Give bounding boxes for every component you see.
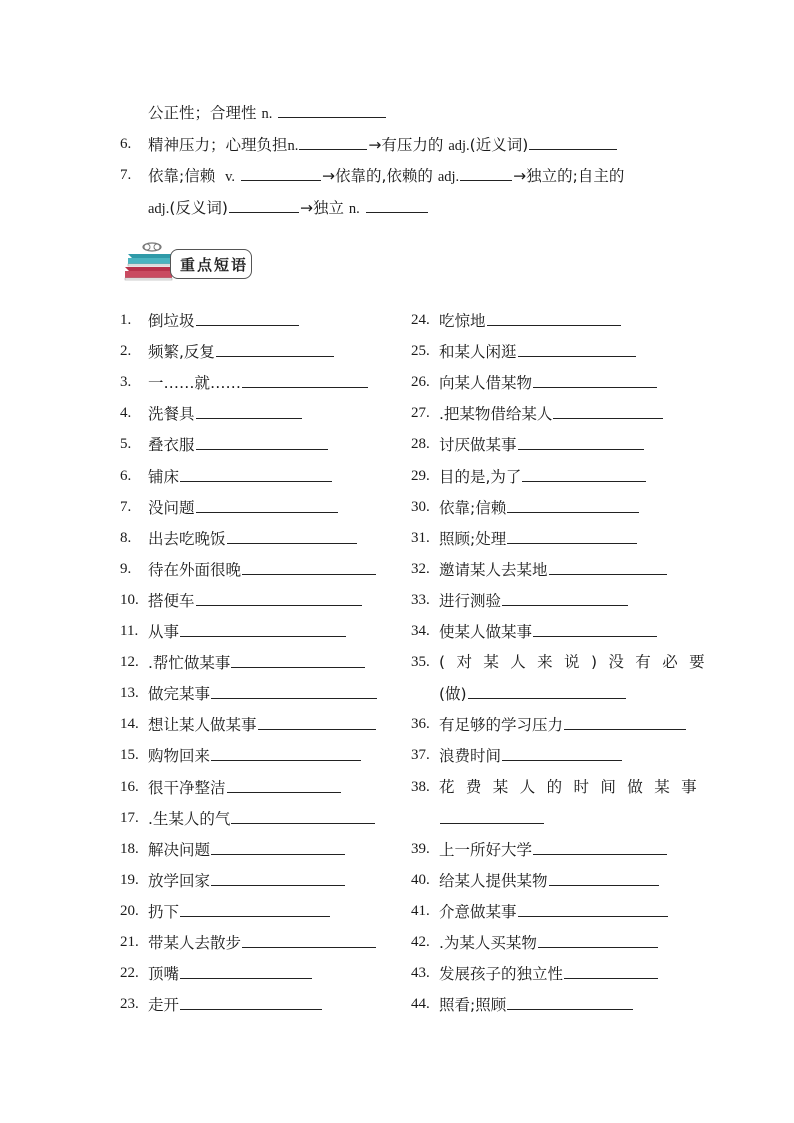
answer-blank[interactable]: [507, 994, 633, 1010]
phrase-number: 15.: [120, 747, 139, 764]
phrase-text: 很干净整洁: [148, 777, 342, 798]
phrase-number: 35.: [411, 654, 430, 671]
answer-blank[interactable]: [196, 497, 338, 513]
phrase-text: 走开: [148, 994, 323, 1015]
phrase-number: 16.: [120, 778, 139, 795]
answer-blank[interactable]: [529, 134, 617, 150]
phrase-number: 26.: [411, 374, 430, 391]
answer-blank[interactable]: [440, 808, 544, 824]
phrase-number: 38.: [411, 778, 430, 795]
phrase-number: 37.: [411, 747, 430, 764]
answer-blank[interactable]: [502, 745, 622, 761]
phrase-text: 吃惊地: [439, 310, 622, 331]
phrase-number: 24.: [411, 312, 430, 328]
phrase-number: 11.: [120, 623, 139, 639]
phrase-text: 使某人做某事: [439, 621, 658, 642]
answer-blank[interactable]: [227, 528, 357, 544]
phrase-text: 从事: [148, 621, 347, 642]
phrase-text: 向某人借某物: [439, 372, 658, 393]
phrase-row-continued: (做): [439, 683, 627, 703]
phrase-number: 20.: [120, 902, 139, 919]
answer-blank[interactable]: [227, 777, 341, 793]
phrase-number: 6.: [120, 467, 132, 484]
phrase-text: .为某人买某物: [439, 932, 659, 953]
answer-blank[interactable]: [231, 808, 375, 824]
phrase-text: 依靠;信赖: [439, 497, 640, 518]
phrase-row-continued: [439, 808, 545, 828]
answer-blank[interactable]: [211, 745, 361, 761]
answer-blank[interactable]: [211, 870, 345, 886]
phrase-number: 9.: [120, 560, 132, 577]
phrase-text: 铺床: [148, 466, 333, 487]
phrase-text: 想让某人做某事: [148, 714, 377, 735]
section-title: 重点短语: [180, 256, 249, 274]
phrase-number: 39.: [411, 840, 430, 857]
answer-blank[interactable]: [533, 621, 657, 637]
answer-blank[interactable]: [299, 134, 367, 150]
phrase-text: 放学回家: [148, 870, 346, 891]
answer-blank[interactable]: [549, 559, 667, 575]
answer-blank[interactable]: [196, 590, 362, 606]
phrase-number: 28.: [411, 436, 430, 453]
phrase-number: 42.: [411, 934, 430, 950]
phrase-number: 21.: [120, 934, 139, 950]
phrase-number: 8.: [120, 529, 132, 546]
phrase-number: 1.: [120, 312, 132, 328]
phrase-number: 30.: [411, 498, 430, 515]
answer-blank[interactable]: [564, 714, 686, 730]
phrase-number: 33.: [411, 591, 430, 608]
phrase-number: 10.: [120, 591, 139, 608]
answer-blank[interactable]: [538, 932, 658, 948]
answer-blank[interactable]: [366, 197, 428, 213]
answer-blank[interactable]: [180, 901, 330, 917]
answer-blank[interactable]: [522, 466, 646, 482]
answer-blank[interactable]: [242, 559, 376, 575]
vocab-line-7-cont: adj.(反义词) →独立 n.: [148, 197, 429, 217]
phrase-text: 有足够的学习压力: [439, 714, 687, 735]
phrase-number: 44.: [411, 996, 430, 1013]
phrase-number: 7.: [120, 498, 132, 515]
answer-blank[interactable]: [180, 963, 312, 979]
phrase-text: 顶嘴: [148, 963, 313, 984]
phrase-text: 邀请某人去某地: [439, 559, 668, 580]
answer-blank[interactable]: [211, 839, 345, 855]
answer-blank[interactable]: [533, 372, 657, 388]
answer-blank[interactable]: [196, 434, 328, 450]
answer-blank[interactable]: [231, 652, 365, 668]
answer-blank[interactable]: [468, 683, 626, 699]
answer-blank[interactable]: [533, 839, 667, 855]
section-banner: [122, 240, 254, 282]
phrase-text: 倒垃圾: [148, 310, 300, 331]
phrase-text: 购物回来: [148, 745, 362, 766]
answer-blank[interactable]: [549, 870, 659, 886]
phrase-number: 32.: [411, 560, 430, 577]
phrase-number: 31.: [411, 529, 430, 546]
phrase-text: 搭便车: [148, 590, 363, 611]
phrase-text: 带某人去散步: [148, 932, 377, 953]
vocab-line-5: 公正性；合理性 n.: [148, 102, 387, 122]
answer-blank[interactable]: [211, 683, 377, 699]
answer-blank[interactable]: [460, 165, 512, 181]
answer-blank[interactable]: [553, 403, 663, 419]
phrase-text: 花费某人的时间做某事: [439, 777, 709, 796]
phrase-text: .生某人的气: [148, 808, 376, 829]
phrase-text: 一……就……: [148, 372, 369, 393]
phrase-text: 照顾;处理: [439, 528, 638, 549]
phrase-text: 做完某事: [148, 683, 378, 704]
phrase-text: 发展孩子的独立性: [439, 963, 659, 984]
phrase-number: 22.: [120, 965, 139, 982]
phrase-number: 41.: [411, 902, 430, 919]
phrase-text: 待在外面很晚: [148, 559, 377, 580]
answer-blank[interactable]: [241, 165, 321, 181]
phrase-text: 叠衣服: [148, 434, 329, 455]
phrase-number: 29.: [411, 467, 430, 484]
phrase-number: 12.: [120, 654, 139, 671]
phrase-text: 频繁,反复: [148, 341, 335, 362]
phrase-text: 出去吃晚饭: [148, 528, 358, 549]
phrase-text: 没问题: [148, 497, 339, 518]
answer-blank[interactable]: [507, 528, 637, 544]
answer-blank[interactable]: [180, 621, 346, 637]
answer-blank[interactable]: [229, 197, 299, 213]
phrase-text: .把某物借给某人: [439, 403, 664, 424]
phrase-number: 18.: [120, 840, 139, 857]
phrase-number: 3.: [120, 374, 132, 391]
phrase-text: 讨厌做某事: [439, 434, 645, 455]
answer-blank[interactable]: [258, 714, 376, 730]
phrase-number: 14.: [120, 716, 139, 733]
phrase-text: .帮忙做某事: [148, 652, 366, 673]
phrase-number: 36.: [411, 716, 430, 733]
phrase-text: 给某人提供某物: [439, 870, 660, 891]
phrase-number: 40.: [411, 871, 430, 888]
phrase-number: 2.: [120, 343, 132, 360]
phrase-number: 13.: [120, 685, 139, 702]
phrase-text: 和某人闲逛: [439, 341, 637, 362]
phrase-number: 43.: [411, 965, 430, 982]
phrase-number: 17.: [120, 809, 139, 826]
answer-blank[interactable]: [242, 932, 376, 948]
answer-blank[interactable]: [180, 994, 322, 1010]
phrase-text: 洗餐具: [148, 403, 303, 424]
phrase-text: 扔下: [148, 901, 331, 922]
phrase-text: 进行测验: [439, 590, 629, 611]
phrase-text: 上一所好大学: [439, 839, 668, 860]
phrase-text: 解决问题: [148, 839, 346, 860]
phrase-number: 27.: [411, 405, 430, 422]
answer-blank[interactable]: [507, 497, 639, 513]
phrase-number: 19.: [120, 871, 139, 888]
phrase-text: 介意做某事: [439, 901, 669, 922]
answer-blank[interactable]: [518, 901, 668, 917]
answer-blank[interactable]: [196, 310, 299, 326]
phrase-number: 5.: [120, 436, 132, 453]
answer-blank[interactable]: [242, 372, 368, 388]
phrase-number: 34.: [411, 623, 430, 639]
answer-blank[interactable]: [518, 341, 636, 357]
phrase-number: 25.: [411, 343, 430, 360]
answer-blank[interactable]: [180, 466, 332, 482]
answer-blank[interactable]: [278, 102, 386, 118]
phrase-text: 目的是,为了: [439, 466, 647, 487]
phrase-text: (对某人来说)没有必要: [439, 653, 716, 672]
answer-blank[interactable]: [487, 310, 621, 326]
answer-blank[interactable]: [216, 341, 334, 357]
answer-blank[interactable]: [196, 403, 302, 419]
answer-blank[interactable]: [518, 434, 644, 450]
phrase-text: 浪费时间: [439, 745, 623, 766]
phrase-text: 照看;照顾: [439, 994, 634, 1015]
phrase-number: 4.: [120, 405, 132, 422]
answer-blank[interactable]: [564, 963, 658, 979]
phrase-number: 23.: [120, 996, 139, 1013]
answer-blank[interactable]: [502, 590, 628, 606]
